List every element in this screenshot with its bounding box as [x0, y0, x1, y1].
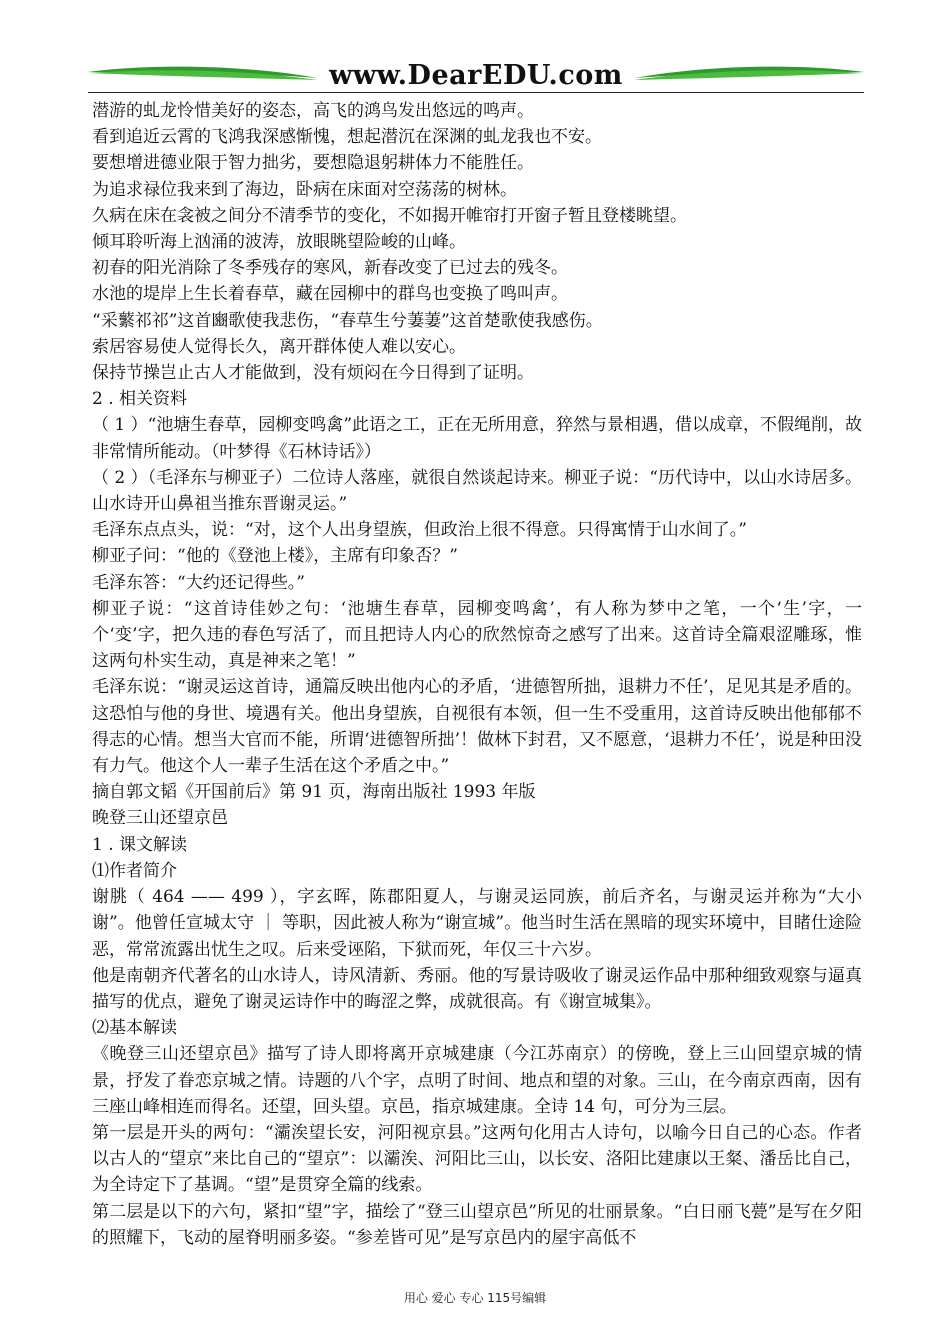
analysis-paragraph: 第二层是以下的六句，紧扣“望”字，描绘了“登三山望京邑”所见的壮丽景象。“白日丽飞甍”是写在夕阳的照耀下，飞动的屋脊明丽多姿。“参差皆可见”是写京邑内的屋宇高低不	[92, 1201, 862, 1248]
dialogue-line: 毛泽东答：“大约还记得些。”	[92, 572, 305, 593]
author-bio: 他是南朝齐代著名的山水诗人，诗风清新、秀丽。他的写景诗吸收了谢灵运作品中那种细致观察与逼真描写的优点，避免了谢灵运诗作中的晦涩之弊，成就很高。有《谢宣城集》。	[92, 965, 862, 1012]
subsection-heading: ⑴作者简介	[92, 860, 177, 881]
text-line: 初春的阳光消除了冬季残存的寒风，新春改变了已过去的残冬。	[92, 258, 568, 279]
text-line: 要想增进德业限于智力拙劣，要想隐退躬耕体力不能胜任。	[92, 153, 534, 174]
text-line: 潜游的虬龙怜惜美好的姿态，高飞的鸿鸟发出悠远的鸣声。	[92, 101, 534, 121]
text-line: 为追求禄位我来到了海边，卧病在床面对空荡荡的树林。	[92, 179, 517, 200]
subsection-heading: ⑵基本解读	[92, 1018, 177, 1039]
reference-item: （ 2 ）（毛泽东与柳亚子）二位诗人落座，就很自然谈起诗来。柳亚子说：“历代诗中，以山水诗居多。山水诗开山鼻祖当推东晋谢灵运。”	[92, 467, 862, 515]
text-line: 久病在床在衾被之间分不清季节的变化，不如揭开帷帘打开窗子暂且登楼眺望。	[92, 205, 687, 226]
document-body	[92, 98, 862, 1251]
citation: 摘自郭文韬《开国前后》第 91 页，海南出版社 1993 年版	[92, 782, 536, 803]
text-line: 看到追近云霄的飞鸿我深感惭愧，想起潜沉在深渊的虬龙我也不安。	[92, 127, 602, 148]
text-line: 保持节操岂止古人才能做到，没有烦闷在今日得到了证明。	[92, 363, 534, 384]
dialogue-line: 毛泽东点点头，说：“对，这个人出身望族，但政治上很不得意。只得寓情于山水间了。”	[92, 520, 747, 541]
author-bio: 谢朓（ 464 —— 499 ），字玄晖，陈郡阳夏人，与谢灵运同族，前后齐名，与谢灵运并称为“大小谢”。他曾任宣城太守 ｜ 等职，因此被人称为“谢宣城”。他当时生活在黑暗的现实环境中，目睹仕途险恶，常常流露出忧生之叹。后来受诬陷，下狱而死，年仅三十六岁。	[92, 887, 862, 960]
dialogue-line: 柳亚子说：“这首诗佳妙之句：‘池塘生春草，园柳变鸣禽’，有人称为梦中之笔，一个‘生’字，一个‘变’字，把久违的春色写活了，而且把诗人内心的欣然惊奇之感写了出来。这首诗全篇艰涩雕琢，惟这两句朴实生动，真是神来之笔！”	[92, 598, 862, 672]
text-line: 索居容易使人觉得长久，离开群体使人难以安心。	[92, 336, 466, 357]
site-header	[88, 58, 864, 98]
header-divider	[88, 92, 864, 93]
analysis-paragraph: 第一层是开头的两句：“灞涘望长安，河阳视京县。”这两句化用古人诗句，以喻今日自己的心态。作者以古人的“望京”来比自己的“望京”：以灞涘、河阳比三山，以长安、洛阳比建康以王粲、潘岳比自己，为全诗定下了基调。“望”是贯穿全篇的线索。	[92, 1122, 862, 1196]
analysis-paragraph: 《晚登三山还望京邑》描写了诗人即将离开京城建康（今江苏南京）的傍晚，登上三山回望京城的情景，抒发了眷恋京城之情。诗题的八个字，点明了时间、地点和望的对象。三山，在今南京西南，因有三座山峰相连而得名。还望，回头望。京邑，指京城建康。全诗 14 句，可分为三层。	[92, 1044, 862, 1117]
page-footer: 用心 爱心 专心 115号编辑	[403, 1291, 547, 1305]
dialogue-line: 毛泽东说：“谢灵运这首诗，通篇反映出他内心的矛盾，‘进德智所拙，退耕力不任’，足见其是矛盾的。这恐怕与他的身世、境遇有关。他出身望族，自视很有本领，但一生不受重用，这首诗反映出他郁郁不得志的心情。想当大官而不能，所谓‘进德智所拙’！做林下封君，又不愿意，‘退耕力不任’，说是种田没有力气。他这个人一辈子生活在这个矛盾之中。”	[92, 677, 862, 777]
text-line: 倾耳聆听海上汹涌的波涛，放眼眺望险峻的山峰。	[92, 232, 466, 253]
site-title: www.DearEDU.com	[329, 60, 623, 91]
section-heading: 1 . 课文解读	[92, 834, 188, 855]
poem-title: 晚登三山还望京邑	[92, 808, 228, 829]
text-line: “采蘩祁祁”这首豳歌使我悲伤，“春草生兮萋萋”这首楚歌使我感伤。	[92, 310, 603, 331]
text-line: 水池的堤岸上生长着春草，藏在园柳中的群鸟也变换了鸣叫声。	[92, 284, 568, 305]
section-heading: 2 . 相关资料	[92, 389, 188, 410]
dialogue-line: 柳亚子问：“他的《登池上楼》，主席有印象否？”	[92, 546, 458, 567]
reference-item: （ 1 ）“池塘生春草，园柳变鸣禽”此语之工，正在无所用意，猝然与景相遇，借以成章，不假绳削，故非常情所能动。（叶梦得《石林诗话》）	[92, 415, 863, 462]
